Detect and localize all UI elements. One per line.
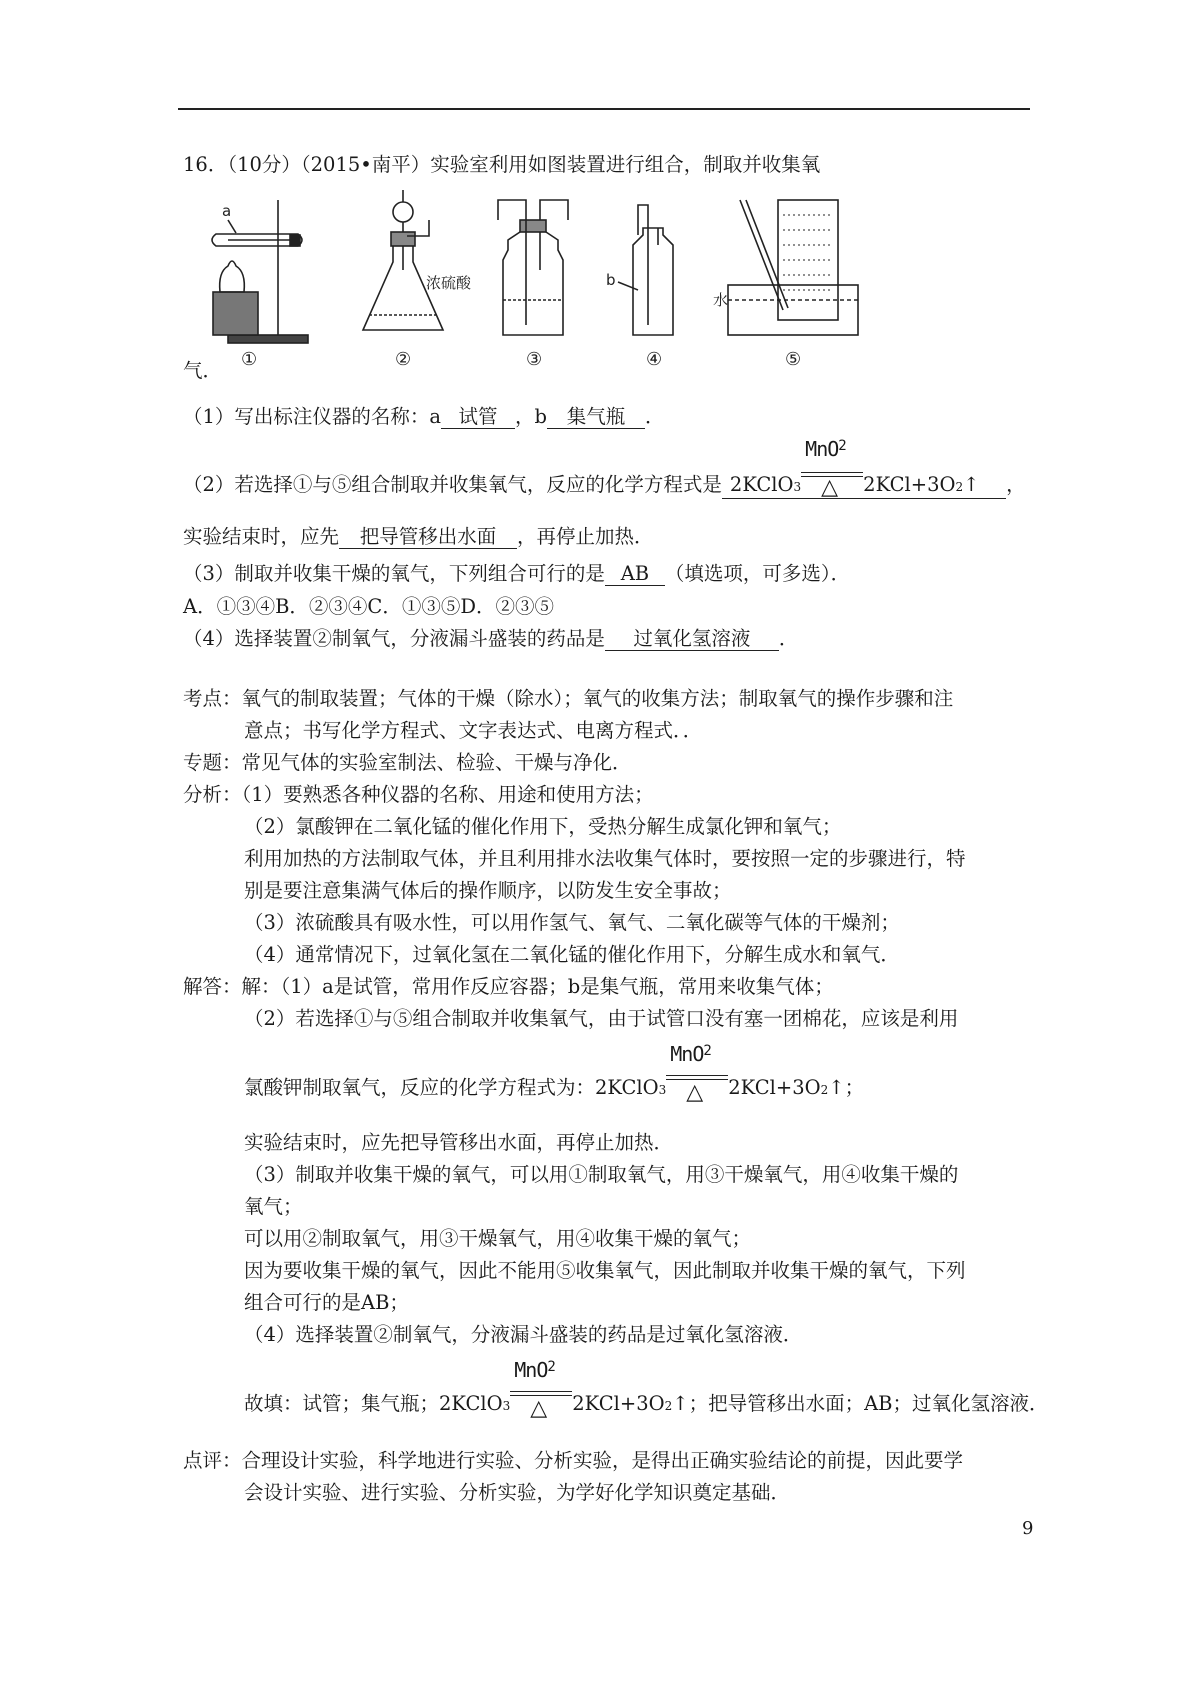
q1-answer-a: 试管: [441, 406, 515, 429]
gutian-eq-bar-top: [510, 1391, 572, 1392]
gutian-eq-left-sub: 3: [502, 1399, 511, 1413]
gutian-eq-right-sub: 2: [664, 1399, 673, 1413]
gutian-eq-arrow: ↑: [672, 1392, 689, 1415]
jieda-eq-right: 2KCl+3O: [728, 1076, 821, 1099]
q3-answer: AB: [605, 563, 665, 586]
eq-bar-top: [801, 472, 863, 473]
zhuanti-line: 专题：常见气体的实验室制法、检验、干燥与净化．: [183, 751, 632, 774]
q1-end: ．: [645, 405, 665, 428]
jieda-line6: 氧气；: [244, 1195, 303, 1218]
eq-right: 2KCl+3O: [863, 473, 956, 496]
jieda-eq-condition: [666, 1042, 728, 1105]
q1-answer-b: 集气瓶: [547, 406, 645, 429]
eq-left-sub: 3: [793, 480, 802, 494]
gutian-eq-catalyst-sub: 2: [547, 1359, 555, 1375]
jieda-line3-prefix: 氯酸钾制取氧气，反应的化学方程式为：: [244, 1076, 596, 1099]
q2-prefix: （2）若选择①与⑤组合制取并收集氧气，反应的化学方程式是: [183, 473, 722, 496]
jieda-eq-catalyst: [670, 1038, 711, 1067]
jieda-line7: 可以用②制取氧气，用③干燥氧气，用④收集干燥的氧气；: [244, 1227, 752, 1250]
label-water: 水: [713, 291, 729, 309]
q3-end: （填选项，可多选）．: [664, 562, 851, 585]
jieda-eq-bar-top: [666, 1075, 728, 1076]
kaodian-line2: 意点；书写化学方程式、文字表达式、电离方程式．．: [244, 719, 703, 742]
jieda-line5: （3）制取并收集干燥的氧气，可以用①制取氧气，用③干燥氧气，用④收集干燥的: [244, 1163, 959, 1186]
q2-end: ，: [1006, 473, 1026, 496]
q1-prefix: （1）写出标注仪器的名称：a: [183, 405, 442, 428]
gutian-eq-catalyst: [514, 1354, 555, 1383]
eq-right-sub: 2: [955, 480, 964, 494]
fenxi-line4: 别是要注意集满气体后的操作顺序，以防发生安全事故；: [244, 879, 732, 902]
jieda-line8: 因为要收集干燥的氧气，因此不能用⑤收集氧气，因此制取并收集干燥的氧气，下列: [244, 1259, 966, 1282]
jieda-line2: （2）若选择①与⑤组合制取并收集氧气，由于试管口没有塞一团棉花，应该是利用: [244, 1007, 959, 1030]
apparatus-5: [728, 200, 858, 335]
jieda-eq-left-sub: 3: [658, 1083, 667, 1097]
apparatus-figure: [222, 190, 948, 370]
jieda-line9: 组合可行的是AB；: [244, 1291, 409, 1314]
gutian-eq-heat-symbol: △: [530, 1396, 548, 1421]
fenxi-line6: （4）通常情况下，过氧化氢在二氧化锰的催化作用下，分解生成水和氧气．: [244, 943, 900, 966]
label-n1: ①: [241, 349, 258, 370]
gutian-eq-right: 2KCl+3O: [572, 1392, 665, 1415]
gutian-eq-left: 2KClO: [439, 1392, 503, 1415]
header-rule: [178, 108, 1030, 110]
kaodian-line1: 考点：氧气的制取装置；气体的干燥（除水）；氧气的收集方法；制取氧气的操作步骤和注: [183, 687, 954, 710]
question-header-cont: 气．: [183, 359, 223, 382]
jieda-line4: 实验结束时，应先把导管移出水面，再停止加热．: [244, 1131, 674, 1154]
q4-line: [183, 626, 798, 652]
fenxi-line3: 利用加热的方法制取气体，并且利用排水法收集气体时，要按照一定的步骤进行，特: [244, 847, 966, 870]
label-n2: ②: [395, 349, 412, 370]
fenxi-line2: （2）氯酸钾在二氧化锰的催化作用下，受热分解生成氯化钾和氧气；: [244, 815, 842, 838]
jieda-line3: [244, 1042, 865, 1105]
q2-line2-end: ，再停止加热．: [517, 525, 654, 548]
jieda-eq-catalyst-sub: 2: [703, 1043, 711, 1059]
gutian-end: ；把导管移出水面；AB；过氧化氢溶液．: [688, 1392, 1049, 1415]
q2-answer: 把导管移出水面: [339, 526, 517, 549]
apparatus-2: [363, 190, 443, 330]
q3-prefix: （3）制取并收集干燥的氧气，下列组合可行的是: [183, 562, 605, 585]
gutian-eq-condition: [510, 1358, 572, 1421]
q1-middle: ，b: [515, 405, 548, 428]
dianping-line2: 会设计实验、进行实验、分析实验，为学好化学知识奠定基础．: [244, 1481, 791, 1504]
fenxi-line1: 分析：（1）要熟悉各种仪器的名称、用途和使用方法；: [183, 783, 654, 806]
eq-condition-block: [801, 437, 863, 500]
q3-line: [183, 561, 850, 587]
eq-heat-symbol: △: [821, 475, 839, 500]
eq-catalyst-sub: 2: [838, 438, 846, 454]
jieda-eq-left: 2KClO: [595, 1076, 659, 1099]
q1-line: [183, 404, 665, 430]
page-number: 9: [1022, 1518, 1034, 1539]
dianping-line1: 点评：合理设计实验，科学地进行实验、分析实验，是得出正确实验结论的前提，因此要学: [183, 1449, 964, 1472]
label-n5: ⑤: [785, 349, 802, 370]
apparatus-4: [618, 205, 673, 335]
eq-arrow: ↑: [963, 473, 980, 496]
q4-end: ．: [778, 627, 799, 650]
eq-catalyst: [805, 435, 846, 460]
gutian-prefix: 故填：试管；集气瓶；: [244, 1392, 440, 1415]
jieda-line10: （4）选择装置②制氧气，分液漏斗盛装的药品是过氧化氢溶液．: [244, 1323, 803, 1346]
label-a: a: [222, 202, 232, 220]
gutian-eq-catalyst-text: MnO: [514, 1358, 548, 1382]
eq-catalyst-text: MnO: [805, 437, 839, 461]
jieda-line1: 解答：解：（1）a是试管，常用作反应容器；b是集气瓶，常用来收集气体；: [183, 975, 834, 998]
jieda-eq-arrow: ↑: [828, 1076, 845, 1099]
label-acid: 浓硫酸: [426, 274, 472, 292]
jieda-line3-end: ；: [844, 1076, 865, 1099]
label-b: b: [606, 271, 616, 289]
apparatus-1: [212, 200, 308, 343]
eq-left: 2KClO: [729, 473, 794, 496]
gutian-line: [244, 1358, 1049, 1421]
q3-options: A．①③④B．②③④C．①③⑤D．②③⑤: [183, 595, 554, 618]
label-n3: ③: [526, 349, 543, 370]
jieda-eq-heat-symbol: △: [686, 1080, 704, 1105]
jieda-eq-right-sub: 2: [820, 1083, 829, 1097]
q2-line2: [183, 524, 654, 550]
question-header: 16．（10分）（2015•南平）实验室利用如图装置进行组合，制取并收集氧: [183, 153, 821, 176]
q2-line2-prefix: 实验结束时，应先: [183, 525, 340, 548]
label-n4: ④: [646, 349, 663, 370]
q2-line: [183, 437, 1026, 500]
jieda-eq-catalyst-text: MnO: [670, 1042, 704, 1066]
fenxi-line5: （3）浓硫酸具有吸水性，可以用作氢气、氧气、二氧化碳等气体的干燥剂；: [244, 911, 900, 934]
q2-equation: [722, 437, 1006, 500]
q4-prefix: （4）选择装置②制氧气，分液漏斗盛装的药品是: [183, 627, 605, 650]
apparatus-3: [498, 200, 568, 335]
q4-answer: 过氧化氢溶液: [605, 628, 779, 651]
